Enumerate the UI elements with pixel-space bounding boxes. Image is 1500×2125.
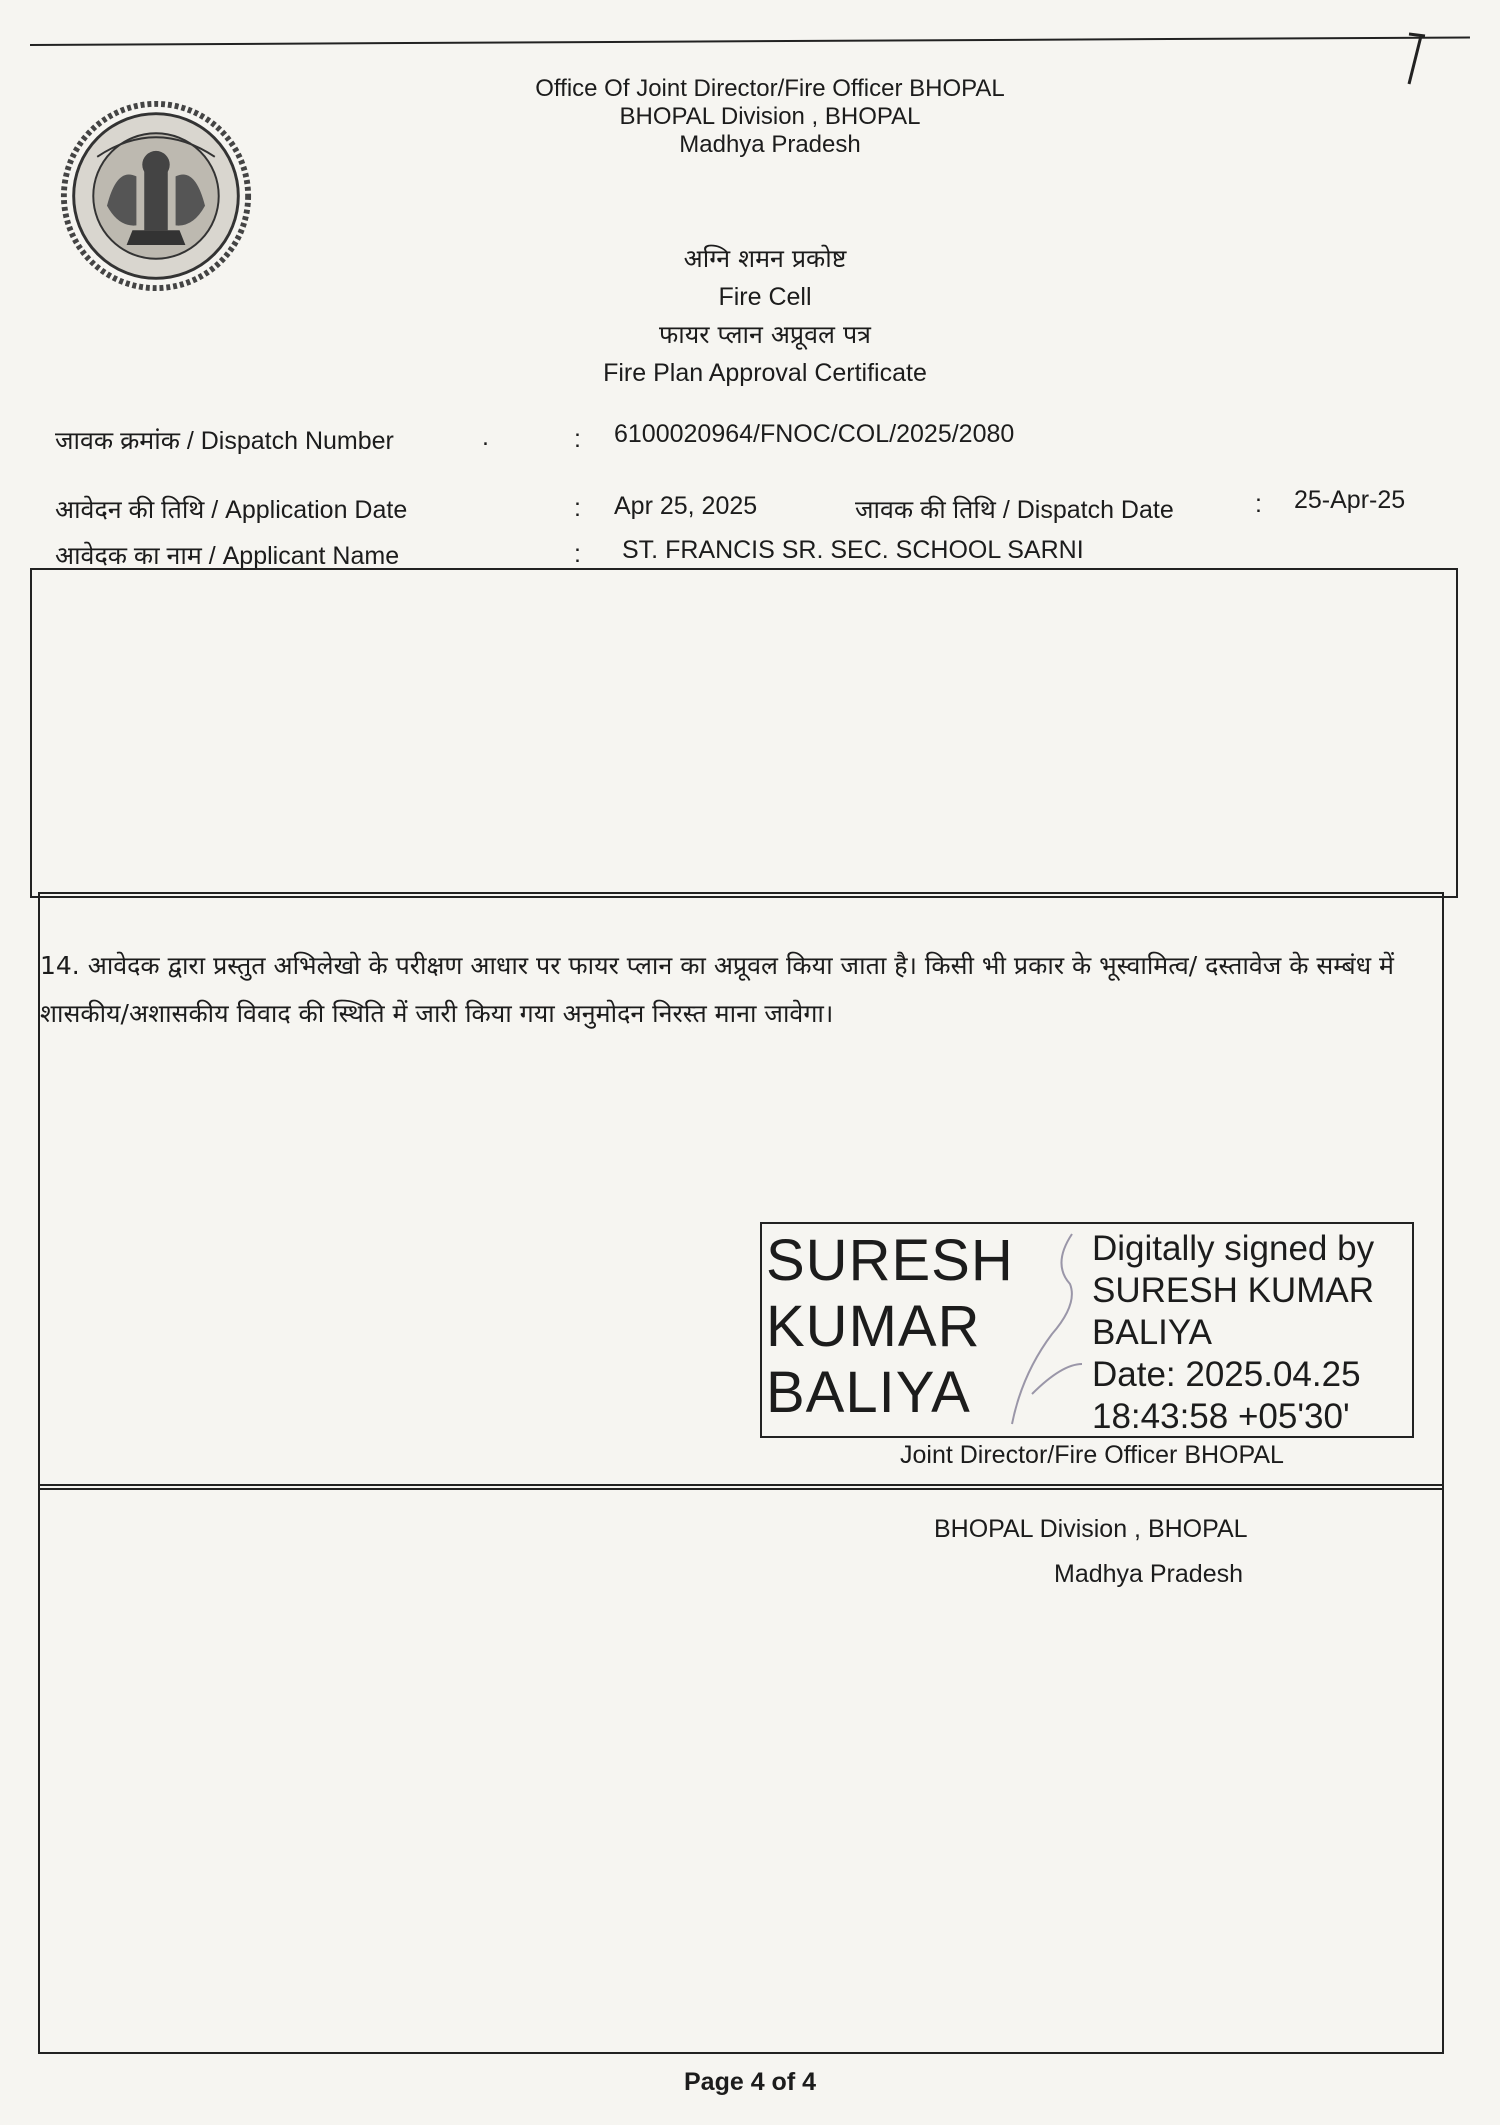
dispatch-number-dot: . <box>482 423 489 451</box>
digital-signature-box <box>760 1222 1414 1438</box>
state-emblem-seal-icon <box>58 98 254 294</box>
signer-name-large <box>766 1228 1014 1426</box>
footer-division: BHOPAL Division , BHOPAL <box>934 1515 1248 1543</box>
office-name: Office Of Joint Director/Fire Officer BHOPAL <box>535 75 1005 102</box>
dispatch-number-value: 6100020964/FNOC/COL/2025/2080 <box>614 420 1015 448</box>
signature-detail-line: SURESH KUMAR <box>1092 1271 1374 1310</box>
signer-name-line: BALIYA <box>766 1360 971 1425</box>
office-header <box>470 75 1070 159</box>
certificate-title <box>520 240 1010 392</box>
colon: : <box>574 425 581 453</box>
signature-detail-line: Digitally signed by <box>1092 1229 1375 1268</box>
applicant-name-label: आवेदक का नाम / Applicant Name <box>55 542 400 570</box>
page-number: Page 4 of 4 <box>684 2068 816 2096</box>
colon: : <box>574 494 581 522</box>
office-division: BHOPAL Division , BHOPAL <box>619 103 921 130</box>
applicant-name-value: ST. FRANCIS SR. SEC. SCHOOL SARNI <box>622 536 1084 564</box>
application-date-label: आवेदन की तिथि / Application Date <box>55 496 408 524</box>
signature-detail-line: Date: 2025.04.25 <box>1092 1355 1361 1394</box>
office-state: Madhya Pradesh <box>679 131 861 158</box>
approval-clause: 14. आवेदक द्वारा प्रस्तुत अभिलेखो के परीक्षण आधार पर फायर प्लान का अप्रूवल किया जाता है। किसी भी प्रकार के भूस्वामित्व/ दस्तावेज के सम्बंध में शासकीय/अशासकीय विवाद की स्थिति में जारी किया गया अनुमोदन निरस्त माना जावेगा। <box>40 951 1394 1028</box>
colon: : <box>574 540 581 568</box>
certificate-english: Fire Plan Approval Certificate <box>603 359 927 387</box>
colon: : <box>1255 490 1262 518</box>
blank-content-box <box>30 568 1458 898</box>
dispatch-number-label: जावक क्रमांक / Dispatch Number <box>55 427 394 455</box>
footer-state: Madhya Pradesh <box>1054 1560 1244 1588</box>
dispatch-date-label: जावक की तिथि / Dispatch Date <box>855 496 1174 524</box>
signer-name-line: SURESH <box>766 1228 1014 1293</box>
certificate-hindi: फायर प्लान अप्रूवल पत्र <box>659 320 871 349</box>
top-rule <box>30 36 1470 46</box>
signer-name-line: KUMAR <box>766 1294 981 1359</box>
signature-detail-line: BALIYA <box>1092 1313 1212 1352</box>
signature-detail-line: 18:43:58 +05'30' <box>1092 1397 1350 1436</box>
corner-pen-mark <box>1395 30 1435 102</box>
signature-details <box>1092 1228 1374 1438</box>
signature-scribble-icon <box>982 1224 1092 1436</box>
fire-cell-hindi: अग्नि शमन प्रकोष्ट <box>683 244 847 273</box>
application-date-value: Apr 25, 2025 <box>614 492 758 520</box>
signer-designation: Joint Director/Fire Officer BHOPAL <box>900 1441 1284 1469</box>
fire-cell-english: Fire Cell <box>718 283 812 311</box>
dispatch-date-value: 25-Apr-25 <box>1294 486 1406 514</box>
